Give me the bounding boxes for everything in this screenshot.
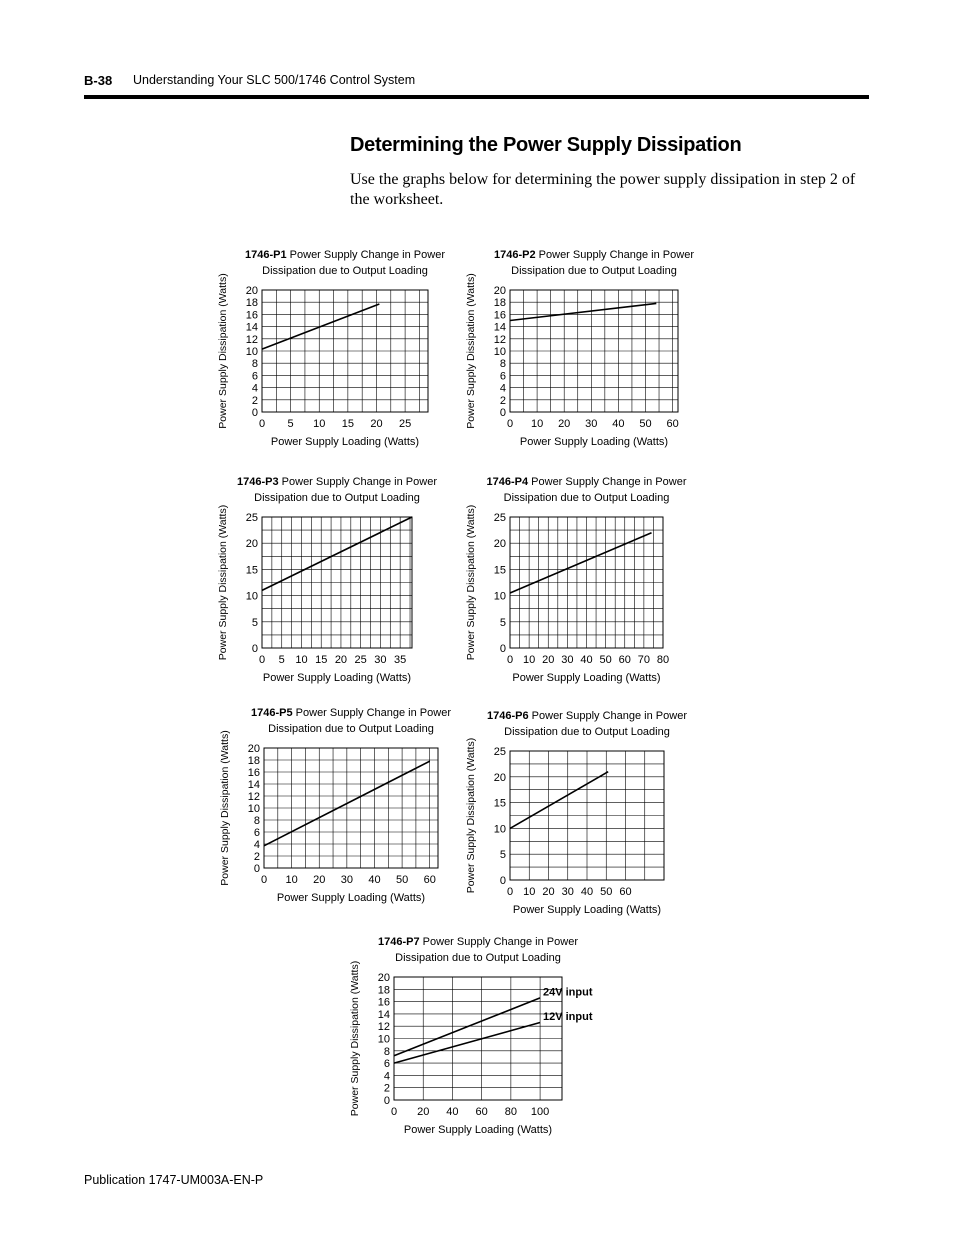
y-tick-label: 20 [377, 972, 390, 984]
y-tick-label: 16 [377, 996, 390, 1009]
x-tick-label: 30 [561, 886, 574, 898]
x-tick-label: 20 [558, 418, 571, 430]
chart-grid [264, 748, 438, 868]
x-tick-label: 10 [523, 654, 536, 666]
x-tick-label: 40 [580, 886, 594, 898]
y-tick-label: 10 [247, 803, 260, 815]
y-tick-label: 4 [253, 839, 260, 851]
chart-title-line2: Dissipation due to Output Loading [503, 492, 670, 504]
chart-grid [262, 290, 428, 412]
chart-grid [262, 517, 412, 648]
x-tick-label: 60 [475, 1106, 488, 1118]
x-tick-label: 25 [398, 418, 412, 430]
y-tick-label: 12 [377, 1021, 390, 1034]
chart-grid [394, 977, 562, 1100]
chart-1746-p1 [200, 240, 460, 455]
chart-title-text: Power Supply Change in Power [286, 249, 445, 261]
y-tick-label: 0 [251, 407, 258, 419]
y-tick-label: 6 [253, 827, 260, 839]
chart-svg [330, 927, 630, 1142]
y-tick-label: 14 [247, 779, 260, 791]
y-tick-label: 20 [493, 538, 506, 551]
chart-title-model: 1746-P1 [245, 249, 287, 261]
y-tick-label: 12 [247, 791, 260, 803]
y-tick-label: 18 [493, 297, 506, 310]
y-tick-label: 16 [247, 767, 260, 779]
y-axis-label: Power Supply Dissipation (Watts) [219, 730, 231, 886]
chart-title [487, 710, 687, 722]
x-tick-label: 15 [341, 418, 354, 430]
series-line [262, 517, 412, 590]
x-tick-label: 25 [354, 654, 367, 666]
y-tick-label: 2 [383, 1082, 390, 1095]
y-tick-label: 6 [251, 370, 258, 383]
x-tick-label: 10 [313, 418, 326, 430]
x-axis-label: Power Supply Loading (Watts) [512, 904, 662, 916]
y-tick-label: 5 [499, 616, 506, 629]
y-tick-label: 8 [253, 815, 260, 827]
chart-svg [200, 467, 460, 687]
x-tick-label: 5 [278, 654, 285, 666]
chart-1746-p6 [450, 695, 710, 917]
y-tick-label: 2 [253, 851, 260, 863]
y-tick-label: 8 [383, 1045, 390, 1058]
chart-1746-p3 [200, 467, 460, 687]
x-tick-label: 20 [313, 874, 326, 886]
chart-title-text: Power Supply Change in Power [419, 936, 578, 948]
series-line [510, 533, 652, 593]
x-tick-label: 0 [506, 886, 514, 898]
y-tick-label: 16 [493, 309, 506, 322]
chart-1746-p5 [200, 695, 460, 917]
x-tick-label: 0 [258, 654, 266, 666]
chart-title-line2: Dissipation due to Output Loading [254, 492, 420, 504]
y-tick-label: 25 [493, 512, 506, 524]
y-tick-label: 6 [383, 1058, 390, 1071]
x-axis-label: Power Supply Loading (Watts) [276, 892, 426, 904]
x-tick-label: 0 [260, 874, 268, 886]
chart-grid [510, 290, 678, 412]
x-tick-label: 40 [368, 874, 381, 886]
running-title: Understanding Your SLC 500/1746 Control System [133, 73, 416, 87]
y-tick-label: 10 [377, 1033, 390, 1046]
y-tick-label: 10 [493, 346, 506, 358]
chart-title-model: 1746-P3 [237, 476, 279, 488]
x-tick-label: 10 [523, 886, 536, 898]
y-tick-label: 5 [499, 849, 506, 862]
x-tick-label: 70 [637, 654, 650, 666]
x-tick-label: 30 [585, 418, 598, 430]
y-tick-label: 14 [245, 321, 258, 334]
y-tick-label: 16 [245, 309, 258, 322]
y-tick-label: 20 [493, 285, 506, 297]
chart-1746-p2 [450, 240, 710, 455]
x-tick-label: 60 [423, 874, 436, 886]
series-line [394, 998, 540, 1056]
chart-title-model: 1746-P2 [494, 249, 536, 261]
chart-title-model: 1746-P5 [251, 707, 293, 719]
y-axis-label: Power Supply Dissipation (Watts) [465, 504, 477, 661]
chart-title [237, 476, 437, 488]
x-tick-label: 30 [340, 874, 353, 886]
x-tick-label: 5 [287, 418, 294, 430]
x-tick-label: 0 [506, 418, 514, 430]
y-tick-label: 12 [245, 333, 258, 346]
chart-svg [200, 240, 460, 455]
x-tick-label: 40 [580, 654, 593, 666]
chart-title-line2: Dissipation due to Output Loading [511, 265, 677, 277]
y-tick-label: 8 [499, 358, 506, 371]
x-axis-label: Power Supply Loading (Watts) [519, 436, 669, 448]
y-axis-label: Power Supply Dissipation (Watts) [465, 737, 477, 894]
x-tick-label: 35 [394, 654, 407, 666]
x-tick-label: 0 [390, 1106, 398, 1118]
chart-title-line2: Dissipation due to Output Loading [504, 726, 670, 738]
x-tick-label: 30 [561, 654, 574, 666]
x-tick-label: 40 [612, 418, 625, 430]
chart-title-line2: Dissipation due to Output Loading [395, 952, 561, 964]
x-tick-label: 20 [417, 1106, 430, 1118]
chart-svg [450, 240, 710, 455]
chart-title-model: 1746-P6 [487, 710, 529, 722]
y-tick-label: 18 [247, 755, 260, 767]
chart-title-line2: Dissipation due to Output Loading [268, 723, 434, 735]
x-tick-label: 50 [600, 886, 613, 898]
y-tick-label: 4 [499, 382, 506, 395]
series-annotation-label: 24V input [543, 986, 593, 999]
x-tick-label: 60 [618, 654, 631, 666]
x-tick-label: 0 [506, 654, 514, 666]
chart-title [378, 936, 578, 948]
chart-title-text: Power Supply Change in Power [278, 476, 437, 488]
y-tick-label: 25 [245, 512, 258, 524]
y-tick-label: 20 [245, 285, 258, 297]
y-tick-label: 10 [245, 590, 258, 603]
x-tick-label: 80 [504, 1106, 517, 1118]
x-tick-label: 10 [285, 874, 298, 886]
x-tick-label: 20 [370, 418, 383, 430]
y-axis-label: Power Supply Dissipation (Watts) [465, 273, 477, 429]
y-tick-label: 4 [251, 382, 258, 395]
y-tick-label: 20 [247, 743, 260, 755]
chart-1746-p4 [450, 467, 710, 687]
series-line [510, 303, 656, 320]
page-number: B-38 [84, 73, 113, 88]
y-tick-label: 0 [383, 1095, 390, 1107]
y-axis-label: Power Supply Dissipation (Watts) [349, 960, 361, 1117]
x-tick-label: 0 [258, 418, 266, 430]
y-tick-label: 2 [499, 394, 506, 407]
x-tick-label: 80 [656, 654, 670, 666]
chart-title-line2: Dissipation due to Output Loading [262, 265, 428, 277]
chart-title-model: 1746-P7 [378, 936, 420, 948]
y-axis-label: Power Supply Dissipation (Watts) [217, 273, 229, 429]
x-tick-label: 20 [542, 654, 555, 666]
y-tick-label: 25 [493, 746, 506, 758]
y-tick-label: 0 [499, 407, 506, 419]
series-line [394, 1023, 540, 1064]
x-tick-label: 30 [374, 654, 387, 666]
x-tick-label: 50 [599, 654, 612, 666]
y-tick-label: 6 [499, 370, 506, 383]
x-tick-label: 10 [295, 654, 308, 666]
y-tick-label: 2 [251, 394, 258, 407]
y-tick-label: 0 [499, 875, 506, 887]
publication-number: Publication 1747-UM003A-EN-P [84, 1173, 264, 1187]
section-title: Determining the Power Supply Dissipation [350, 134, 742, 156]
y-tick-label: 10 [245, 346, 258, 358]
y-tick-label: 14 [377, 1008, 390, 1021]
chart-svg [450, 695, 710, 917]
x-axis-label: Power Supply Loading (Watts) [512, 672, 661, 684]
x-axis-label: Power Supply Loading (Watts) [403, 1124, 553, 1136]
chart-title-text: Power Supply Change in Power [292, 707, 451, 719]
chart-title [245, 249, 445, 261]
series-annotation-label: 12V input [543, 1011, 593, 1024]
y-tick-label: 18 [377, 984, 390, 997]
chart-title-text: Power Supply Change in Power [528, 710, 687, 722]
x-tick-label: 60 [619, 886, 632, 898]
x-tick-label: 50 [395, 874, 409, 886]
chart-svg [450, 467, 710, 687]
x-axis-label: Power Supply Loading (Watts) [270, 436, 420, 448]
y-tick-label: 0 [499, 643, 506, 655]
x-tick-label: 20 [542, 886, 555, 898]
x-tick-label: 100 [530, 1106, 550, 1118]
y-tick-label: 15 [245, 564, 258, 577]
y-axis-label: Power Supply Dissipation (Watts) [217, 504, 229, 661]
x-tick-label: 10 [530, 418, 544, 430]
y-tick-label: 10 [493, 823, 506, 836]
y-tick-label: 5 [251, 616, 258, 629]
chart-title [251, 707, 451, 719]
x-tick-label: 15 [315, 654, 328, 666]
series-line [510, 772, 608, 829]
chart-title-text: Power Supply Change in Power [528, 476, 687, 488]
header-rule [84, 95, 869, 99]
y-tick-label: 12 [493, 333, 506, 346]
y-tick-label: 20 [245, 538, 258, 551]
chart-title [487, 476, 687, 488]
y-tick-label: 14 [493, 321, 506, 334]
chart-1746-p7 [330, 927, 630, 1142]
x-tick-label: 50 [639, 418, 652, 430]
x-tick-label: 40 [446, 1106, 459, 1118]
y-tick-label: 15 [493, 797, 506, 810]
chart-title-text: Power Supply Change in Power [535, 249, 694, 261]
y-tick-label: 20 [493, 771, 506, 784]
chart-title [494, 249, 694, 261]
y-tick-label: 15 [493, 564, 506, 577]
x-axis-label: Power Supply Loading (Watts) [262, 672, 412, 684]
y-tick-label: 0 [253, 863, 260, 875]
intro-paragraph: Use the graphs below for determining the power supply dissipation in step 2 of the worksheet. [350, 171, 856, 208]
x-tick-label: 60 [666, 418, 679, 430]
chart-svg [200, 695, 460, 917]
chart-title-model: 1746-P4 [486, 476, 529, 488]
y-tick-label: 8 [251, 358, 258, 371]
y-tick-label: 10 [493, 590, 506, 603]
y-tick-label: 4 [383, 1070, 390, 1083]
y-tick-label: 18 [245, 297, 258, 310]
x-tick-label: 20 [334, 654, 348, 666]
y-tick-label: 0 [251, 643, 258, 655]
